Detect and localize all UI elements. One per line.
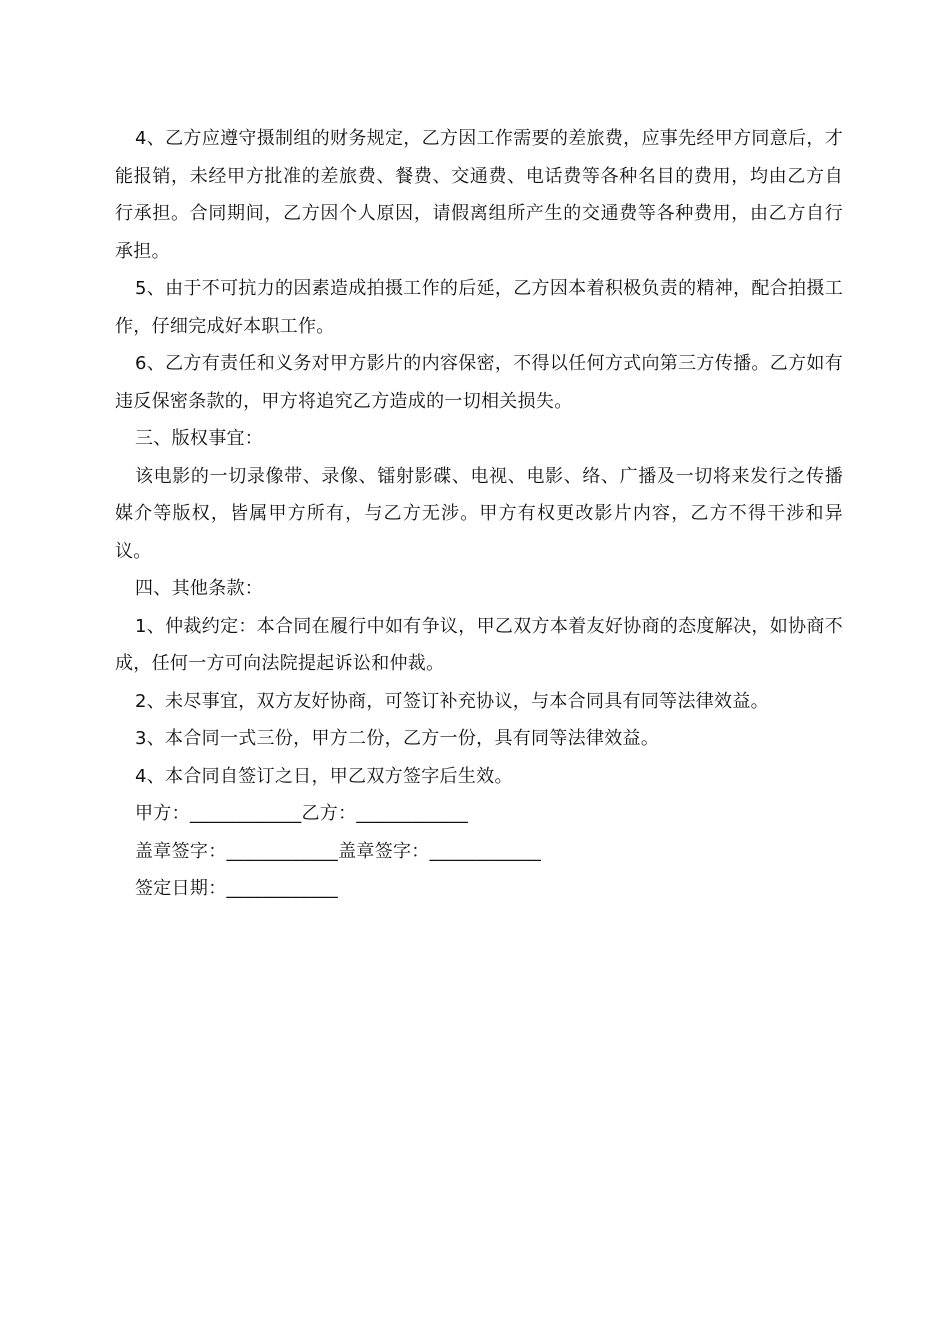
clause-arbitration: 1、仲裁约定：本合同在履行中如有争议，甲乙双方本着友好协商的态度解决，如协商不成，任何一方可向法院提起诉讼和仲裁。 <box>115 615 843 674</box>
signature-seal-line: 盖章签字：____________盖章签字：____________ <box>135 840 542 862</box>
section-heading-other-terms: 四、其他条款： <box>135 578 264 599</box>
section-heading-copyright: 三、版权事宜： <box>135 428 264 449</box>
clause-copyright: 该电影的一切录像带、录像、镭射影碟、电视、电影、络、广播及一切将来发行之传播媒介等版权，皆属甲方所有，与乙方无涉。甲方有权更改影片内容，乙方不得干涉和异议。 <box>115 465 843 562</box>
clause-force-majeure: 5、由于不可抗力的因素造成拍摄工作的后延，乙方因本着积极负责的精神，配合拍摄工作，仔细完成好本职工作。 <box>115 278 843 337</box>
clause-finance: 4、乙方应遵守摄制组的财务规定，乙方因工作需要的差旅费，应事先经甲方同意后，才能报销，未经甲方批准的差旅费、餐费、交通费、电话费等各种名目的费用，均由乙方自行承担。合同期间，乙方因个人原因，请假离组所产生的交通费等各种费用，由乙方自行承担。 <box>115 128 843 262</box>
signature-parties-line: 甲方：____________乙方：____________ <box>135 803 468 824</box>
signature-date-line: 签定日期：____________ <box>135 878 339 899</box>
clause-effective: 4、本合同自签订之日，甲乙双方签字后生效。 <box>135 765 513 787</box>
clause-copies: 3、本合同一式三份，甲方二份，乙方一份，具有同等法律效益。 <box>135 728 660 749</box>
clause-confidentiality: 6、乙方有责任和义务对甲方影片的内容保密，不得以任何方式向第三方传播。乙方如有违反保密条款的，甲方将追究乙方造成的一切相关损失。 <box>115 353 843 412</box>
contract-body <box>115 120 843 908</box>
clause-supplementary: 2、未尽事宜，双方友好协商，可签订补充协议，与本合同具有同等法律效益。 <box>135 690 769 712</box>
